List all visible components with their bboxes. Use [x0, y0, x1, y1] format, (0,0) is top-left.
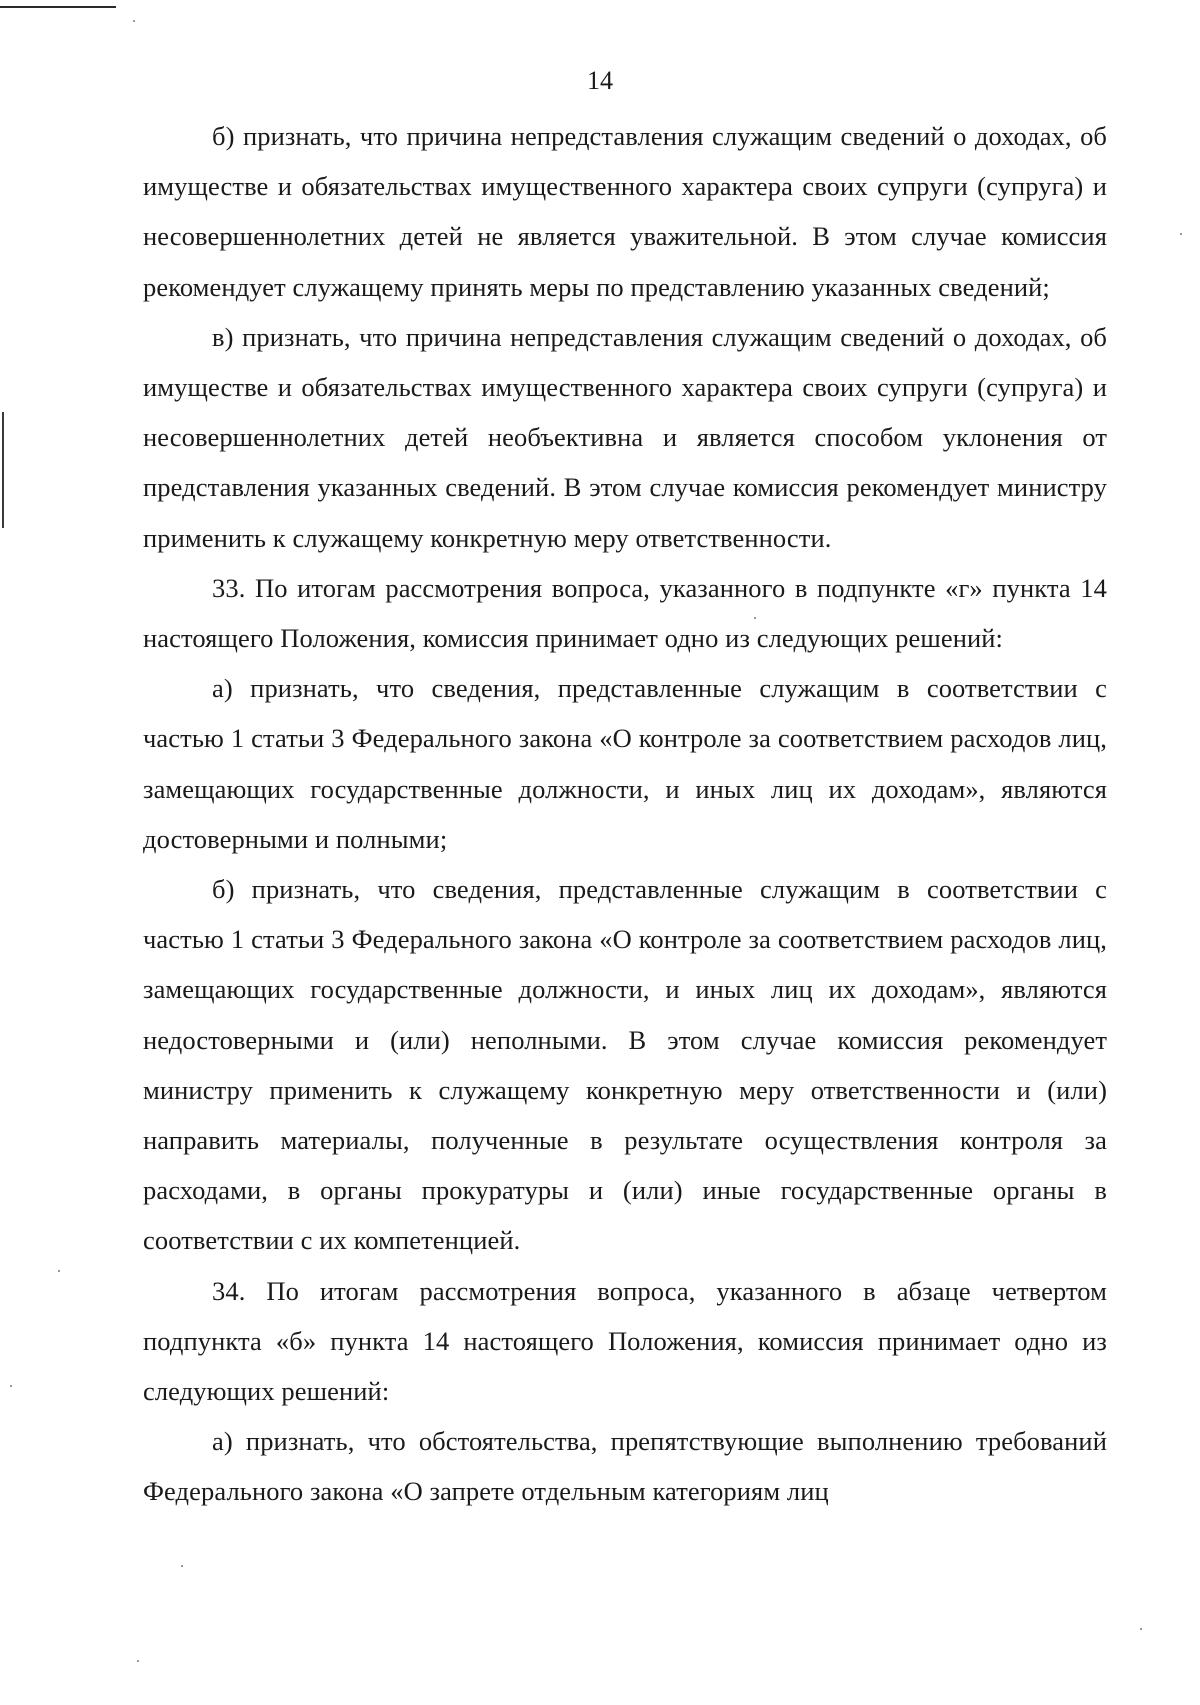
paragraph-32b: б) признать, что причина непредставления служащим сведений о доходах, об имуществе и обязательствах имущественного характера своих супруги (супруга) и несовершеннолетних детей не является уважительной. В этом случае комиссия рекомендует служащему принять меры по представлению указанных сведений; — [143, 121, 1107, 302]
paragraph-33a: а) признать, что сведения, представленные служащим в соответствии с частью 1 статьи 3 Федерального закона «О контроле за соответствием расходов лиц, замещающих государственные должности, и иных лиц их доходам», являются достоверными и полными; — [143, 673, 1107, 854]
scan-speck — [10, 1385, 12, 1387]
paragraph-34: 34. По итогам рассмотрения вопроса, указанного в абзаце четвертом подпункта «б» пункта 14 настоящего Положения, комиссия принимает одно из следующих решений: — [143, 1275, 1107, 1407]
scan-speck — [1140, 1628, 1142, 1630]
paragraph-33b: б) признать, что сведения, представленные служащим в соответствии с частью 1 статьи 3 Федерального закона «О контроле за соответствием расходов лиц, замещающих государственные должности, и иных лиц их доходам», являются недостоверными и (или) неполными. В этом случае комиссия рекомендует министру применить к служащему конкретную меру ответственности и (или) направить материалы, полученные в результате осуществления контроля за расходами, в органы прокуратуры и (или) иные государственные органы в соответствии с их компетенцией. — [143, 874, 1107, 1256]
scan-speck — [133, 20, 135, 22]
scan-speck — [58, 1270, 60, 1272]
scan-speck — [1180, 233, 1182, 235]
paragraph-33: 33. По итогам рассмотрения вопроса, указанного в подпункте «г» пункта 14 настоящего Положения, комиссия принимает одно из следующих решений: — [143, 572, 1107, 654]
paragraph-34a: а) признать, что обстоятельства, препятствующие выполнению требований Федерального закона «О запрете отдельным категориям лиц — [143, 1426, 1107, 1507]
paragraph-32v: в) признать, что причина непредставления служащим сведений о доходах, об имуществе и обязательствах имущественного характера своих супруги (супруга) и несовершеннолетних детей необъективна и является способом уклонения от представления указанных сведений. В этом случае комиссия рекомендует министру применить к служащему конкретную меру ответственности. — [143, 321, 1107, 553]
scan-artifact-left-bar — [2, 412, 4, 528]
page-number: 14 — [587, 66, 613, 95]
scan-artifact-top-line — [0, 6, 116, 8]
scan-speck — [181, 1565, 183, 1567]
scan-speck — [137, 1660, 139, 1662]
document-body — [143, 111, 1107, 1517]
